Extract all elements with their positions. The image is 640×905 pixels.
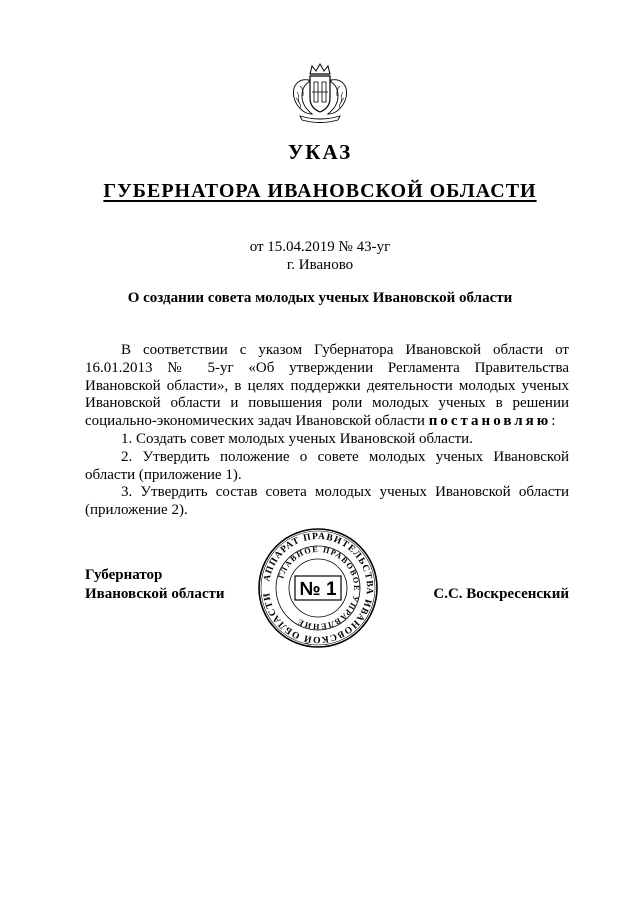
stamp-number: № 1	[299, 579, 337, 600]
signatory-position	[85, 566, 225, 604]
preamble-colon: :	[551, 413, 556, 430]
preamble-text: В соответствии с указом Губернатора Ивановской области от 16.01.2013 № 5-уг «Об утверждении Регламента Правительства Ивановской области», в целях поддержки деятельности молодых ученых Ивановской области и повышения роли молодых ученых в решении социально-экономических задач Ивановской области	[85, 342, 569, 430]
decree-item-1: 1. Создать совет молодых ученых Ивановской области.	[121, 430, 473, 447]
decree-preamble	[85, 342, 569, 431]
decree-keyword: постановляю	[428, 413, 552, 430]
stamp-inner-text: ГЛАВНОЕ ПРАВОВОЕ УПРАВЛЕНИЕ	[276, 544, 362, 632]
signatory-position-line-1: Губернатор	[85, 567, 163, 583]
coat-of-arms-icon	[288, 62, 352, 124]
decree-body	[85, 342, 569, 520]
stamp-outer-text: АППАРАТ ПРАВИТЕЛЬСТВА ИВАНОВСКОЙ ОБЛАСТИ	[262, 531, 375, 645]
decree-item-2: 2. Утвердить положение о совете молодых ученых Ивановской области (приложение 1).	[85, 448, 569, 483]
decree-item-3: 3. Утвердить состав совета молодых ученых Ивановской области (приложение 2).	[85, 484, 569, 519]
issuing-authority-text: ГУБЕРНАТОРА ИВАНОВСКОЙ ОБЛАСТИ	[103, 180, 537, 202]
signatory-position-line-2: Ивановской области	[85, 586, 225, 602]
signatory-name: С.С. Воскресенский	[433, 586, 569, 602]
decree-date-number: от 15.04.2019 № 43-уг	[249, 239, 391, 255]
issuing-authority-heading	[0, 180, 640, 203]
document-type-heading: УКАЗ	[287, 140, 353, 164]
official-stamp	[257, 527, 379, 649]
decree-city: г. Иваново	[286, 257, 354, 273]
decree-subject: О создании совета молодых ученых Ивановской области	[127, 290, 513, 306]
